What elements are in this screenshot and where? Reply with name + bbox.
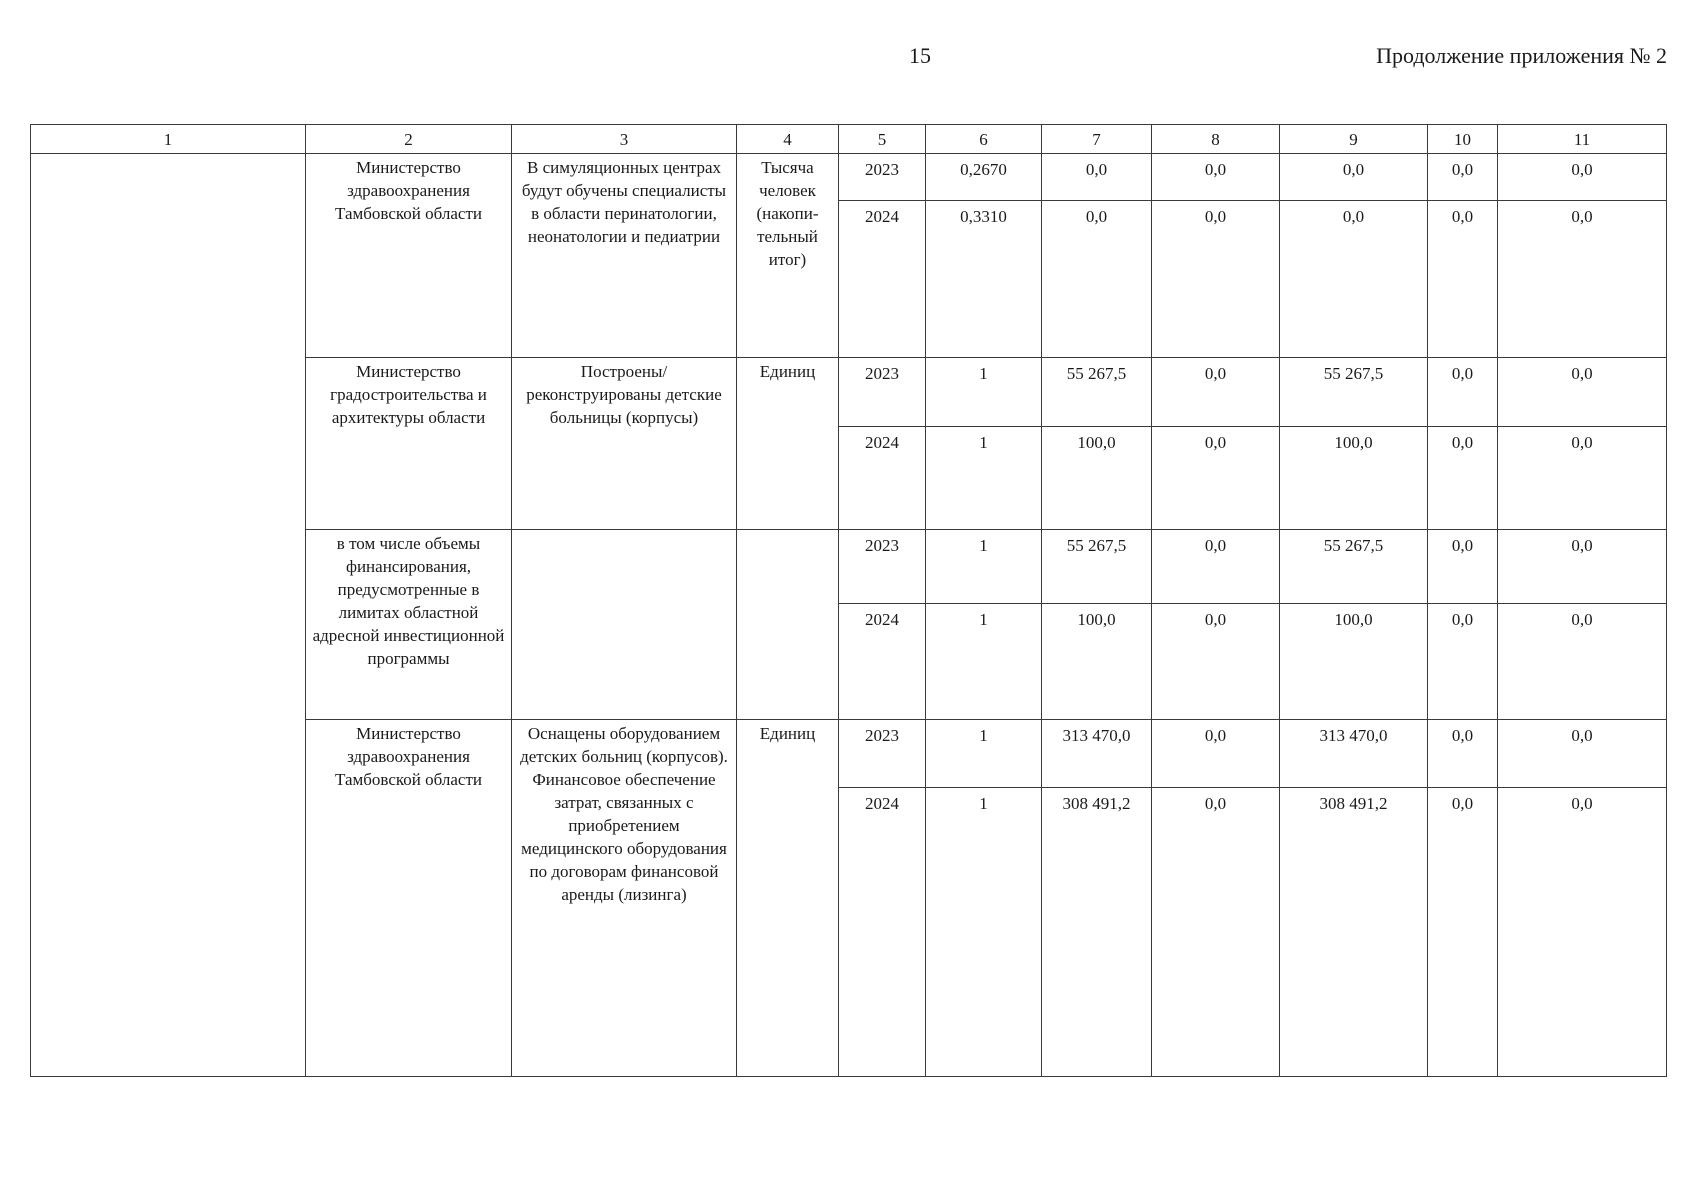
value-cell: 313 470,0 [1280, 720, 1428, 788]
table-body [31, 125, 1667, 1077]
value-cell: 0,0 [1428, 358, 1498, 427]
value-cell: 0,0 [1428, 720, 1498, 788]
column-number: 8 [1152, 125, 1280, 154]
year-cell: 2023 [839, 358, 926, 427]
value-cell: 0,0 [1280, 201, 1428, 358]
column-number: 10 [1428, 125, 1498, 154]
year-cell: 2024 [839, 201, 926, 358]
value-cell: 1 [926, 788, 1042, 1077]
value-cell: 0,0 [1498, 530, 1667, 604]
value-cell: 0,0 [1152, 720, 1280, 788]
unit-cell [737, 530, 839, 720]
value-cell: 308 491,2 [1042, 788, 1152, 1077]
column-number: 7 [1042, 125, 1152, 154]
column-number: 3 [512, 125, 737, 154]
column-number: 2 [306, 125, 512, 154]
unit-cell: Тысяча человек (накопи-тельный итог) [737, 154, 839, 358]
year-cell: 2023 [839, 530, 926, 604]
value-cell: 0,0 [1498, 358, 1667, 427]
value-cell: 313 470,0 [1042, 720, 1152, 788]
year-cell: 2023 [839, 720, 926, 788]
column-number: 11 [1498, 125, 1667, 154]
value-cell: 0,0 [1498, 427, 1667, 530]
value-cell: 0,0 [1280, 154, 1428, 201]
result-cell: В симуляционных центрах будут обучены специалисты в области перинатологии, неонатологии и педиатрии [512, 154, 737, 358]
executor-cell: Министерство здравоохранения Тамбовской области [306, 154, 512, 358]
value-cell: 1 [926, 530, 1042, 604]
executor-cell: в том числе объемы финансирования, предусмотренные в лимитах областной адресной инвестиционной программы [306, 530, 512, 720]
year-cell: 2024 [839, 427, 926, 530]
value-cell: 0,0 [1428, 427, 1498, 530]
table-row [31, 154, 1667, 201]
value-cell: 55 267,5 [1042, 358, 1152, 427]
value-cell: 0,0 [1152, 530, 1280, 604]
value-cell: 0,0 [1498, 604, 1667, 720]
page-header: Продолжение приложения № 2 [1376, 43, 1667, 68]
unit-cell: Единиц [737, 720, 839, 1077]
executor-cell: Министерство градостроительства и архитектуры области [306, 358, 512, 530]
value-cell: 0,0 [1498, 201, 1667, 358]
value-cell: 0,0 [1428, 604, 1498, 720]
value-cell: 1 [926, 358, 1042, 427]
value-cell: 0,0 [1428, 154, 1498, 201]
value-cell: 100,0 [1042, 604, 1152, 720]
unit-cell: Единиц [737, 358, 839, 530]
executor-cell: Министерство здравоохранения Тамбовской области [306, 720, 512, 1077]
column-number: 9 [1280, 125, 1428, 154]
value-cell: 0,0 [1152, 604, 1280, 720]
value-cell: 1 [926, 427, 1042, 530]
value-cell: 55 267,5 [1280, 358, 1428, 427]
value-cell: 0,0 [1152, 201, 1280, 358]
value-cell: 0,0 [1152, 358, 1280, 427]
value-cell: 0,0 [1498, 154, 1667, 201]
result-cell: Построены/ реконструированы детские больницы (корпусы) [512, 358, 737, 530]
column-number: 6 [926, 125, 1042, 154]
column-number: 4 [737, 125, 839, 154]
appendix-table [30, 124, 1667, 1077]
value-cell: 100,0 [1042, 427, 1152, 530]
value-cell: 55 267,5 [1280, 530, 1428, 604]
value-cell: 0,0 [1428, 788, 1498, 1077]
column-number-row [31, 125, 1667, 154]
value-cell: 0,0 [1498, 720, 1667, 788]
year-cell: 2023 [839, 154, 926, 201]
value-cell: 0,2670 [926, 154, 1042, 201]
year-cell: 2024 [839, 788, 926, 1077]
value-cell: 1 [926, 604, 1042, 720]
result-cell: Оснащены оборудованием детских больниц (корпусов). Финансовое обеспечение затрат, связанных с приобретением медицинского оборудования по договорам финансовой аренды (лизинга) [512, 720, 737, 1077]
column-number: 5 [839, 125, 926, 154]
value-cell: 0,0 [1428, 530, 1498, 604]
value-cell: 100,0 [1280, 427, 1428, 530]
result-cell [512, 530, 737, 720]
value-cell: 1 [926, 720, 1042, 788]
value-cell: 308 491,2 [1280, 788, 1428, 1077]
value-cell: 0,0 [1042, 201, 1152, 358]
value-cell: 100,0 [1280, 604, 1428, 720]
column-number: 1 [31, 125, 306, 154]
value-cell: 0,0 [1152, 154, 1280, 201]
value-cell: 0,0 [1428, 201, 1498, 358]
value-cell: 0,3310 [926, 201, 1042, 358]
page-number: 15 [909, 43, 931, 68]
value-cell: 0,0 [1498, 788, 1667, 1077]
year-cell: 2024 [839, 604, 926, 720]
value-cell: 0,0 [1042, 154, 1152, 201]
value-cell: 55 267,5 [1042, 530, 1152, 604]
value-cell: 0,0 [1152, 427, 1280, 530]
empty-cell [31, 154, 306, 1077]
value-cell: 0,0 [1152, 788, 1280, 1077]
